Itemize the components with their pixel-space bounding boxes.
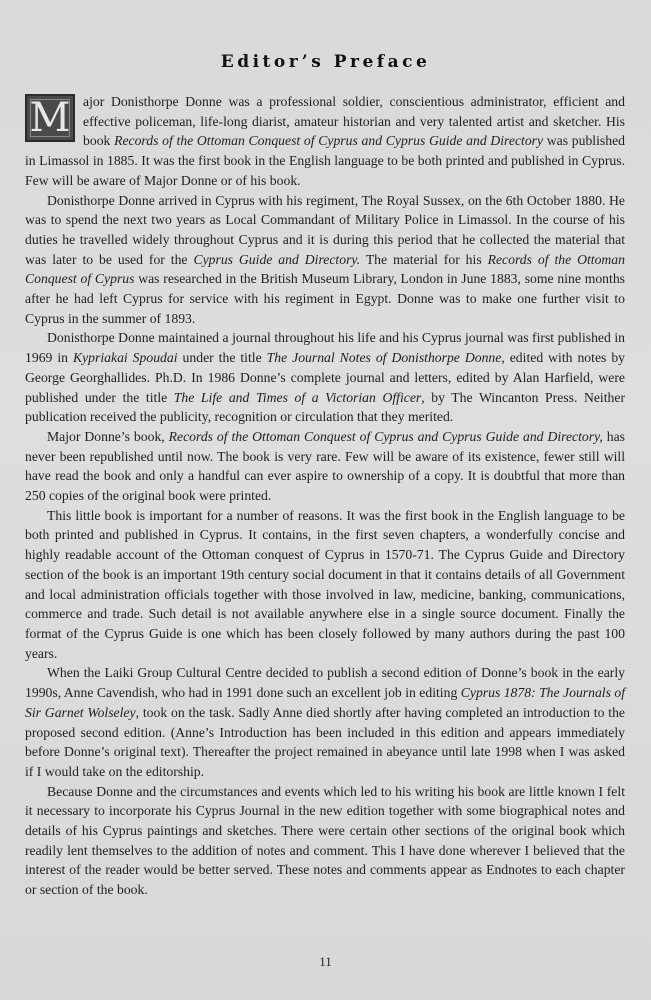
paragraph-7: Because Donne and the circumstances and events which led to his writing his book are little known I felt it necessary to incorporate his Cyprus Journal in the new edition together with some biographical notes and details of his Cyprus paintings and sketches. There were certain other sections of the original book which readily lent themselves to the addition of notes and comment. This I have done wherever I believed that the interest of the reader would be better served. These notes and comments appear as Endnotes to each chapter or section of the book.: [25, 783, 625, 898]
page-number: 11: [319, 954, 332, 969]
page-title: Editor’s Preface: [220, 52, 431, 72]
paragraph-4: Major Donne’s book, Records of the Ottoman Conquest of Cyprus and Cyprus Guide and Directory, has never been republished until now. The book is very rare. Few will be aware of its existence, fewer still will have read the book and only a handful can ever aspire to ownership of a copy. It is doubtful that more than 250 copies of the original book were printed.: [25, 428, 626, 504]
paragraph-6: When the Laiki Group Cultural Centre decided to publish a second edition of Donne’s book in the early 1990s, Anne Cavendish, who had in 1991 done such an excellent job in editing Cyprus 1878: The Journals of Sir Garnet Wolseley, took on the task. Sadly Anne died shortly after having completed an introduction to the proposed second edition. (Anne’s Introduction has been included in this edition and appears immediately before Donne’s original text). Thereafter the project remained in abeyance until late 1998 when I was asked if I would take on the editorship.: [25, 665, 626, 779]
drop-cap-initial: M: [25, 94, 75, 142]
paragraph-3: Donisthorpe Donne maintained a journal throughout his life and his Cyprus journal was first published in 1969 in Kypriakai Spoudai under the title The Journal Notes of Donisthorpe Donne, edited with notes by George Georghallides. Ph.D. In 1986 Donne’s complete journal and letters, edited by Alan Harfield, were published under the title The Life and Times of a Victorian Officer, by The Wincanton Press. Neither publication received the publicity, recognition or circulation that they merited.: [25, 330, 626, 425]
paragraph-1: M ajor Donisthorpe Donne was a professional soldier, conscientious administrator, efficient and effective policeman, life-long diarist, amateur historian and very talented artist and sketcher. His book Records of the Ottoman Conquest of Cyprus and Cyprus Guide and Directory was published in Limassol in 1885. It was the first book in the English language to be both printed and published in Cyprus. Few will be aware of Major Donne or of his book.: [25, 94, 625, 188]
preface-body: [25, 92, 625, 900]
paragraph-5: This little book is important for a number of reasons. It was the first book in the English language to be both printed and published in Cyprus. It contains, in the first seven chapters, a wonderfully concise and highly readable account of the Ottoman conquest of Cyprus in 1570-71. The Cyprus Guide and Directory section of the book is an important 19th century social document in that it contains details of all Government and local administration officials together with those involved in law, medicine, banking, communications, commerce and trade. Such detail is not available anywhere else in a single source document. Finally the format of the Cyprus Guide is one which has been closely followed by many authors during the past 100 years.: [25, 507, 625, 661]
paragraph-2: Donisthorpe Donne arrived in Cyprus with his regiment, The Royal Sussex, on the 6th October 1880. He was to spend the next two years as Local Commandant of Military Police in Limassol. In the course of his duties he travelled widely throughout Cyprus and it is during this period that he collected the material that was later to be used for the Cyprus Guide and Directory. The material for his Records of the Ottoman Conquest of Cyprus was researched in the British Museum Library, London in June 1883, some nine months after he had left Cyprus for service with his regiment in Egypt. Donne was to make one further visit to Cyprus in the summer of 1893.: [25, 192, 625, 326]
